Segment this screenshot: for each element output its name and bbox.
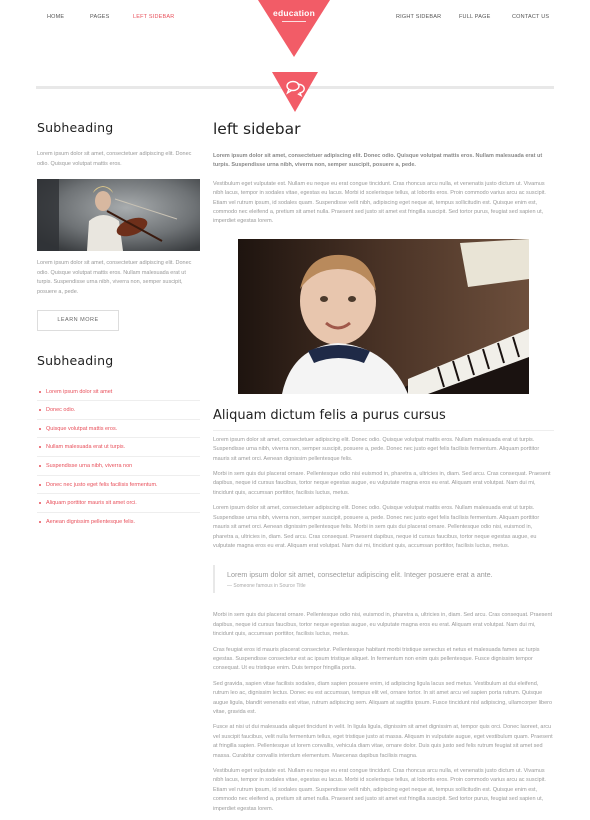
intro-paragraph: Vestibulum eget vulputate est. Nullam eu neque eu erat congue tincidunt. Cras rhoncus arcu nulla, et venenatis justo dictum ut. Vivamus nibh lacus, tempor in sodales vitae, egestas eu lacus. Morbi id scelerisque tellus, at lobortis eros. Proin commodo varius arcu ac suscipit. Etiam vel rutrum ipsum, id sodales quam. Suspendisse velit nibh, adipiscing eget neque at, tempus sollicitudin est. Quisque enim est, commodo nec eleifend a, pretium sit amet nulla. Praesent sed justo sit amet est fringilla suscipit. Sed tortor purus, feugiat sed sapien ut, imperdiet egestas lorem. [213, 180, 546, 225]
logo-text: education [273, 8, 315, 18]
sidebar-heading: Subheading [37, 352, 114, 368]
logo-underline [282, 21, 306, 22]
violinist-photo [37, 179, 200, 251]
sidebar-heading: Subheading [37, 120, 114, 135]
body-paragraph: Morbi in sem quis dui placerat ornare. Pellentesque odio nisi, euismod in, pharetra a, ultricies in, diam. Sed arcu. Cras consequat. Praesent dapibus, neque id cursus faucibus, tortor neque egestas augue, eu vulputate magna eros eu erat. Aliquam erat volutpat. Nam dui mi, tincidunt quis, accumsan porttitor, facilisis luctus, metus. [213, 612, 553, 638]
chat-badge [272, 72, 318, 112]
nav-home[interactable]: HOME [47, 14, 65, 20]
nav-contact-us[interactable]: CONTACT US [512, 14, 550, 20]
page-title: left sidebar [213, 120, 301, 138]
blockquote [213, 565, 554, 593]
sidebar [37, 120, 200, 531]
nav-right-sidebar[interactable]: RIGHT SIDEBAR [396, 14, 442, 20]
body-paragraph: Cras feugiat eros id mauris placerat consectetur. Pellentesque habitant morbi tristique senectus et netus et malesuada fames ac turpis egestas. Suspendisse consectetur est ac ipsum tristique aliquet. In fermentum non enim quis pellentesque. Fusce dignissim tempor consequat. Ut eu tristique enim. Duis tempor fringilla porta. [213, 646, 540, 672]
learn-more-button[interactable]: LEARN MORE [37, 310, 119, 331]
quote-source: — Someone famous in Source Title [227, 583, 306, 590]
sidebar-link[interactable]: Lorem ipsum dolor sit amet [37, 383, 200, 402]
sidebar-link-list [37, 383, 200, 532]
sidebar-link[interactable]: Aliquam porttitor mauris sit amet orci. [37, 494, 200, 513]
body-paragraph: Morbi in sem quis dui placerat ornare. Pellentesque odio nisi euismod in, pharetra a, ultricies in, diam. Sed arcu. Cras consequat. Praesent dapibus, neque id cursus faucibus, tortor neque egestas augue, eu vulputate magna eros eu erat. Aliquam erat volutpat. Nam dui mi, tincidunt quis, accumsan porttitor, facilisis luctus, metus. [213, 471, 551, 496]
sidebar-text: Lorem ipsum dolor sit amet, consectetuer adipiscing elit. Donec odio. Quisque volutpat mattis eros. [37, 151, 192, 167]
sidebar-link[interactable]: Donec nec justo eget felis facilisis fermentum. [37, 476, 200, 495]
sidebar-text: Lorem ipsum dolor sit amet, consectetuer adipiscing elit. Donec odio. Quisque volutpat mattis eros. Nullam malesuada erat ut turpis. Suspendisse urna nibh, viverra non, semper suscipit, posuere a, pede. [37, 260, 192, 295]
sidebar-link[interactable]: Donec odio. [37, 401, 200, 420]
body-paragraph: Sed gravida, sapien vitae facilisis sodales, diam sapien posuere enim, id adipiscing ligula lacus sed metus. Vestibulum at dui eleifend, rutrum leo ac, dignissim lectus. Donec eu est accumsan, tempus elit vel, ornare tortor. In sit amet arcu vel sapien porta rutrum. Quisque augue ligula, blandit venenatis est vitae, rutrum adipiscing sem. Aliquam at sagittis ipsum. Fusce tincidunt nisl adipiscing, ullamcorper libero vitae, gravida est. [213, 680, 553, 715]
body-paragraph: Lorem ipsum dolor sit amet, consectetuer adipiscing elit. Donec odio. Quisque volutpat mattis eros. Nullam malesuada erat ut turpis. Suspendisse urna nibh, viverra non, semper suscipit, posuere a, pede. Donec nec justo eget felis facilisis fermentum. Aliquam porttitor mauris sit amet orci. Aenean dignissim pellentesque felis. Morbi in sem quis dui placerat ornare. Pellentesque odio nisi, euismod in, pharetra a, ultricies in, diam. Sed arcu. Cras consequat. Praesent dapibus, neque id cursus faucibus, tortor neque egestas augue, eu vulputate magna eros eu erat. Aliquam erat volutpat. Nam dui mi, tincidunt quis, accumsan porttitor, facilisis luctus, metus. [213, 505, 540, 549]
sidebar-link[interactable]: Aenean dignissim pellentesque felis. [37, 513, 200, 532]
logo[interactable] [258, 0, 330, 57]
main-content [213, 120, 554, 820]
nav-full-page[interactable]: FULL PAGE [459, 14, 491, 20]
body-paragraph: Vestibulum eget vulputate est. Nullam eu neque eu erat congue tincidunt. Cras rhoncus arcu nulla, et venenatis justo dictum ut. Vivamus nibh lacus, tempor in sodales vitae, egestas eu lacus. Morbi id scelerisque tellus, at lobortis eros. Proin commodo varius arcu ac suscipit. Etiam vel rutrum ipsum, id sodales quam. Suspendisse velit nibh, adipiscing eget neque at, tempus sollicitudin est. Quisque enim est, commodo nec eleifend a, pretium sit amet nulla. Praesent sed justo sit amet est fringilla suscipit. Sed tortor purus, feugiat sed sapien ut, imperdiet egestas lorem. [213, 768, 546, 812]
nav-left-sidebar[interactable]: LEFT SIDEBAR [133, 14, 175, 20]
lead-paragraph: Lorem ipsum dolor sit amet, consectetuer adipiscing elit. Donec odio. Quisque volutpat mattis eros. Nullam malesuada erat ut turpis. Suspendisse urna nibh, viverra non, semper suscipit, posuere a, pede. [213, 153, 543, 169]
quote-text: Lorem ipsum dolor sit amet, consectetur adipiscing elit. Integer posuere erat a ante. [227, 570, 493, 580]
body-paragraph: Fusce at nisi ut dui malesuada aliquet tincidunt in velit. In ligula ligula, dignissim sit amet dignissim at, tempor quis orci. Donec laoreet, arcu vel suscipit faucibus, velit nulla fermentum tellus, eget tristique justo at massa. Aliquam in vulputate augue, eget vestibulum quam. Praesent at fringilla sapien. Pellentesque ut lorem convallis, vehicula diam vitae, ornare dolor. Duis quis justo sed felis rutrum feugiat sit amet sed massa. Curabitur convallis interdum elementum. Maecenas dapibus facilisis magna. [213, 724, 553, 759]
sidebar-link[interactable]: Nullam malesuada erat ut turpis. [37, 438, 200, 457]
child-piano-photo [238, 239, 529, 394]
top-navigation [0, 0, 590, 40]
sidebar-link[interactable]: Suspendisse urna nibh, viverra non [37, 457, 200, 476]
body-paragraph: Lorem ipsum dolor sit amet, consectetuer adipiscing elit. Donec odio. Quisque volutpat mattis eros. Nullam malesuada erat ut turpis. Suspendisse urna nibh, viverra non, semper suscipit, posuere a, pede. Donec nec justo eget felis facilisis fermentum. Aliquam porttitor mauris sit amet orci. Aenean dignissim pellentesque felis. [213, 436, 540, 462]
section-title: Aliquam dictum felis a purus cursus [213, 408, 554, 431]
nav-pages[interactable]: PAGES [90, 14, 110, 20]
sidebar-link[interactable]: Quisque volutpat mattis eros. [37, 420, 200, 439]
